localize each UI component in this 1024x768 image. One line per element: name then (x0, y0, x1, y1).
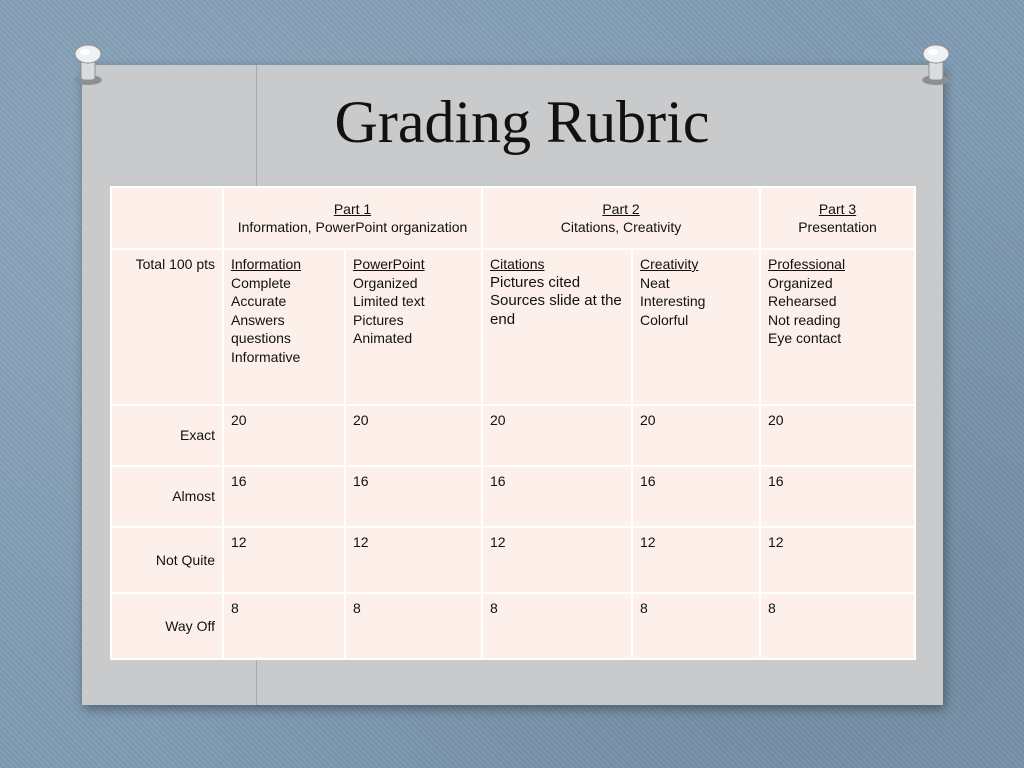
score-cell: 8 (345, 593, 482, 659)
header-empty-cell (111, 187, 223, 249)
criteria-item: Complete (231, 274, 291, 291)
score-row-not-quite (111, 527, 915, 593)
criteria-item: Answers questions (231, 311, 291, 346)
criteria-creativity (632, 249, 760, 405)
criteria-heading: Information (231, 256, 302, 272)
score-cell: 20 (632, 405, 760, 466)
criteria-item: Colorful (640, 311, 689, 328)
criteria-information (223, 249, 345, 405)
criteria-powerpoint (345, 249, 482, 405)
criteria-row-label: Total 100 pts (111, 249, 223, 405)
score-row-exact (111, 405, 915, 466)
criteria-item: Neat (640, 274, 670, 291)
score-cell: 12 (760, 527, 915, 593)
score-cell: 20 (345, 405, 482, 466)
part3-desc: Presentation (798, 219, 877, 235)
score-row-label: Exact (111, 405, 223, 466)
criteria-item: Pictures (353, 311, 404, 328)
criteria-item: Accurate (231, 293, 287, 309)
rubric-table (110, 186, 916, 660)
score-row-label: Almost (111, 466, 223, 527)
criteria-heading: Professional (768, 256, 846, 272)
part1-desc: Information, PowerPoint organization (237, 219, 468, 235)
score-cell: 16 (482, 466, 632, 527)
criteria-item: Rehearsed (768, 293, 837, 309)
score-cell: 12 (345, 527, 482, 593)
criteria-item: Pictures cited (490, 273, 581, 291)
header-part2 (482, 187, 760, 249)
criteria-item: Organized (353, 274, 418, 291)
table-header-row (111, 187, 915, 249)
header-part3 (760, 187, 915, 249)
part2-desc: Citations, Creativity (560, 219, 682, 235)
pushpin-icon (70, 42, 106, 86)
criteria-item: Limited text (353, 293, 425, 309)
criteria-item: Animated (353, 330, 413, 346)
criteria-heading: Citations (490, 256, 545, 272)
score-cell: 20 (482, 405, 632, 466)
score-cell: 8 (632, 593, 760, 659)
criteria-citations (482, 249, 632, 405)
score-row-almost (111, 466, 915, 527)
score-row-label: Way Off (111, 593, 223, 659)
criteria-row (111, 249, 915, 405)
criteria-heading: PowerPoint (353, 256, 425, 272)
score-cell: 16 (760, 466, 915, 527)
score-cell: 16 (632, 466, 760, 527)
score-cell: 12 (632, 527, 760, 593)
score-cell: 12 (223, 527, 345, 593)
score-cell: 8 (482, 593, 632, 659)
criteria-item: Organized (768, 274, 833, 291)
score-cell: 12 (482, 527, 632, 593)
score-cell: 20 (223, 405, 345, 466)
criteria-item: Sources slide at the end (490, 292, 622, 328)
part3-label: Part 3 (818, 200, 857, 217)
pushpin-icon (918, 42, 954, 86)
page-title: Grading Rubric (334, 89, 710, 155)
score-cell: 16 (223, 466, 345, 527)
criteria-item: Eye contact (768, 330, 842, 346)
header-part1 (223, 187, 482, 249)
criteria-item: Informative (231, 348, 301, 365)
criteria-item: Interesting (640, 293, 706, 309)
score-cell: 8 (223, 593, 345, 659)
score-cell: 20 (760, 405, 915, 466)
part1-label: Part 1 (333, 200, 372, 217)
part2-label: Part 2 (602, 200, 640, 217)
score-cell: 8 (760, 593, 915, 659)
score-row-way-off (111, 593, 915, 659)
criteria-item: Not reading (768, 311, 841, 328)
score-row-label: Not Quite (111, 527, 223, 593)
criteria-heading: Creativity (640, 256, 699, 272)
score-cell: 16 (345, 466, 482, 527)
criteria-professional (760, 249, 915, 405)
